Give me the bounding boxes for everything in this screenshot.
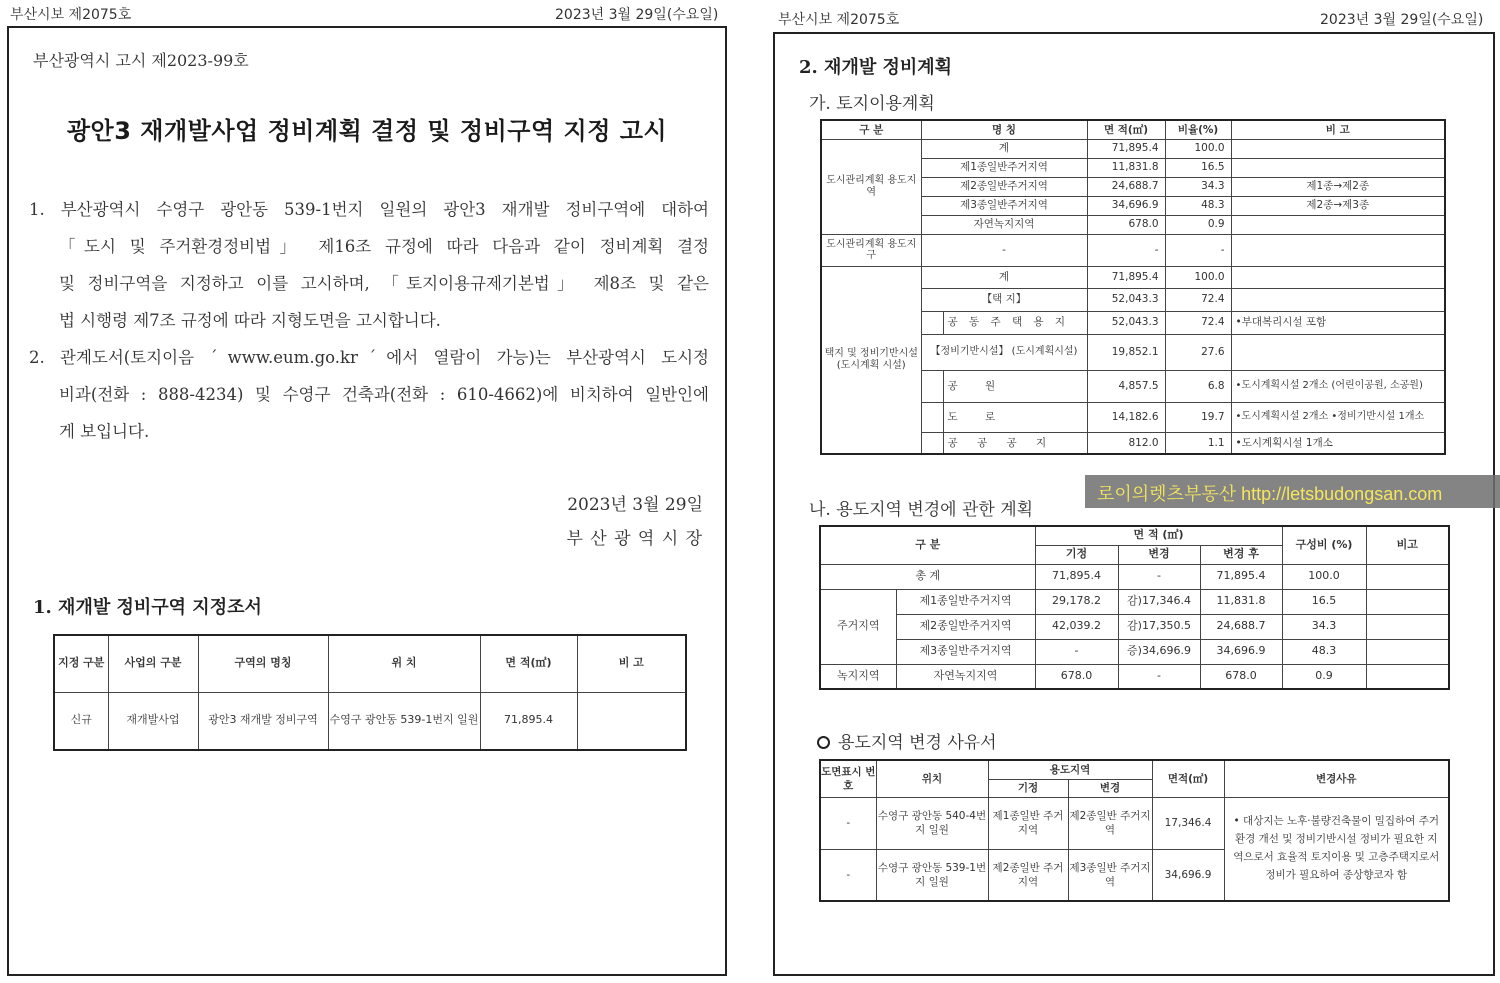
cell-ratio: 34.3 [1165, 177, 1231, 196]
notice-title: 광안3 재개발사업 정비계획 결정 및 정비구역 지정 고시 [66, 117, 668, 145]
circle-bullet-icon [817, 736, 830, 749]
cell-name: 공 동 주 택 용 지 [943, 311, 1087, 334]
col-header: 사업의 구분 [108, 635, 198, 692]
table-row [54, 692, 686, 750]
cell-area: 71,895.4 [480, 692, 577, 750]
cell-name: 제3종일반주거지역 [921, 196, 1087, 215]
cell-name: - [921, 234, 1087, 266]
cell-area: 14,182.6 [1087, 402, 1165, 432]
cell-name: 도 로 [943, 402, 1087, 432]
cell-ratio: 19.7 [1165, 402, 1231, 432]
col-header: 비 고 [577, 635, 686, 692]
col-header: 도면표시 번호 [820, 760, 876, 797]
cell-note [1231, 334, 1445, 370]
notice-paragraph-2 [29, 339, 709, 450]
col-header: 비고 [1366, 526, 1449, 564]
notice-paragraph-1 [29, 191, 709, 339]
col-header: 명 칭 [921, 120, 1087, 139]
cell-area: 19,852.1 [1087, 334, 1165, 370]
cell-name: 【택 지】 [921, 288, 1087, 311]
designation-table [53, 634, 687, 751]
col-header: 기정 [1035, 545, 1118, 564]
col-header: 위 치 [328, 635, 480, 692]
landuse-subtitle: 가. 토지이용계획 [809, 94, 935, 114]
col-header: 용도지역 [988, 760, 1152, 779]
col-header: 면적(㎡) [1152, 760, 1224, 797]
cell-name: 자연녹지지역 [921, 215, 1087, 234]
cell-ratio: 0.9 [1282, 664, 1366, 689]
cell-note: •도시계획시설 2개소 •정비기반시설 1개소 [1231, 402, 1445, 432]
cell-existing: 71,895.4 [1035, 564, 1118, 589]
cell-ratio: 0.9 [1165, 215, 1231, 234]
cell-zone: 자연녹지지역 [896, 664, 1035, 689]
watermark-text: 로이의렛츠부동산 http://letsbudongsan.com [1097, 484, 1443, 504]
watermark-banner [1085, 475, 1500, 508]
cell-name: 공 원 [943, 370, 1087, 402]
cell-area: 678.0 [1087, 215, 1165, 234]
cell-change: 감)17,346.4 [1118, 589, 1200, 614]
cell-changed-zone: 제3종일반 주거지역 [1068, 849, 1152, 901]
cell-existing: - [1035, 639, 1118, 664]
group-label-green: 녹지지역 [820, 664, 896, 689]
cell-name: 【정비기반시설】 (도시계획시설) [921, 334, 1087, 370]
cell-note [1366, 589, 1449, 614]
table-row [820, 614, 1449, 639]
cell-ratio: 1.1 [1165, 432, 1231, 454]
cell-location: 수영구 광안동 539-1번지 일원 [876, 849, 988, 901]
para1-line: 법 시행령 제7조 규정에 따라 지형도면을 고시합니다. [59, 311, 441, 330]
cell-reason: • 대상지는 노후·불량건축물이 밀집하여 주거환경 개선 및 정비기반시설 정비가 필요한 지역으로서 효율적 토지이용 및 고층주택지로서 정비가 필요하여 종상향코자 함 [1224, 797, 1449, 901]
cell-map-no: - [820, 849, 876, 901]
cell-name: 공 공 공 지 [943, 432, 1087, 454]
table-row [820, 589, 1449, 614]
reason-table [819, 759, 1450, 902]
col-header: 기정 [988, 779, 1068, 797]
cell-note [1231, 158, 1445, 177]
landuse-table [820, 119, 1446, 455]
left-header-publication: 부산시보 제2075호 [10, 7, 132, 23]
cell-zone: 제3종일반주거지역 [896, 639, 1035, 664]
para2-line: 2. 관계도서(토지이음 ˊwww.eum.go.krˊ에서 열람이 가능)는 부산광역시 도시정 [29, 348, 709, 367]
col-header: 변경 [1068, 779, 1152, 797]
cell-existing: 29,178.2 [1035, 589, 1118, 614]
landuse-header-row [821, 120, 1445, 139]
cell-area: - [1087, 234, 1165, 266]
para1-line: 1. 부산광역시 수영구 광안동 539-1번지 일원의 광안3 재개발 정비구역에 대하여 [29, 200, 709, 219]
cell-note [1231, 266, 1445, 288]
notice-number: 부산광역시 고시 제2023-99호 [33, 51, 249, 70]
cell-area: 71,895.4 [1087, 139, 1165, 158]
table-row [820, 639, 1449, 664]
cell-change: - [1118, 664, 1200, 689]
cell-zone: 제2종일반주거지역 [896, 614, 1035, 639]
cell-note [1231, 288, 1445, 311]
cell-ratio: 48.3 [1282, 639, 1366, 664]
cell-ratio: 72.4 [1165, 288, 1231, 311]
para1-line: 및 정비구역을 지정하고 이를 고시하며, 「토지이용규제기본법」 제8조 및 같은 [59, 274, 709, 293]
indent-cell [921, 402, 943, 432]
table-row [820, 564, 1449, 589]
cell-map-no: - [820, 797, 876, 849]
zone-change-subtitle: 나. 용도지역 변경에 관한 계획 [809, 500, 1034, 520]
cell-ratio: 16.5 [1165, 158, 1231, 177]
cell-note [1366, 614, 1449, 639]
notice-date: 2023년 3월 29일 [567, 495, 703, 515]
cell-existing-zone: 제1종일반 주거지역 [988, 797, 1068, 849]
col-header: 비 고 [1231, 120, 1445, 139]
cell-note [577, 692, 686, 750]
indent-cell [921, 311, 943, 334]
cell-after: 34,696.9 [1200, 639, 1282, 664]
table-row [821, 234, 1445, 266]
reason-subtitle [817, 728, 997, 753]
left-page [7, 26, 727, 976]
cell-ratio: 16.5 [1282, 589, 1366, 614]
para2-line: 게 보입니다. [59, 422, 150, 441]
cell-ratio: 100.0 [1165, 266, 1231, 288]
designation-header-row [54, 635, 686, 692]
cell-note: •도시계획시설 2개소 (어린이공원, 소공원) [1231, 370, 1445, 402]
cell-existing-zone: 제2종일반 주거지역 [988, 849, 1068, 901]
cell-name: 제1종일반주거지역 [921, 158, 1087, 177]
cell-existing: 678.0 [1035, 664, 1118, 689]
cell-area: 34,696.9 [1087, 196, 1165, 215]
cell-area: 52,043.3 [1087, 288, 1165, 311]
col-header: 비율(%) [1165, 120, 1231, 139]
cell-area: 34,696.9 [1152, 849, 1224, 901]
cell-name: 제2종일반주거지역 [921, 177, 1087, 196]
notice-issuer: 부 산 광 역 시 장 [566, 529, 703, 549]
cell-note: 제2종→제3종 [1231, 196, 1445, 215]
cell-ratio: 48.3 [1165, 196, 1231, 215]
cell-zone-name: 광안3 재개발 정비구역 [198, 692, 328, 750]
cell-ratio: 100.0 [1165, 139, 1231, 158]
col-header: 구성비 (%) [1282, 526, 1366, 564]
cell-ratio: 27.6 [1165, 334, 1231, 370]
cell-area: 17,346.4 [1152, 797, 1224, 849]
cell-note [1366, 664, 1449, 689]
cell-note: 제1종→제2종 [1231, 177, 1445, 196]
cell-changed-zone: 제2종일반 주거지역 [1068, 797, 1152, 849]
cell-name: 계 [921, 139, 1087, 158]
cell-change: 감)17,350.5 [1118, 614, 1200, 639]
reason-header-row [820, 760, 1449, 779]
cell-after: 24,688.7 [1200, 614, 1282, 639]
table-row [820, 664, 1449, 689]
cell-location: 수영구 광안동 540-4번지 일원 [876, 797, 988, 849]
table-row [820, 797, 1449, 849]
cell-area: 4,857.5 [1087, 370, 1165, 402]
col-header: 위치 [876, 760, 988, 797]
cell-change: 증)34,696.9 [1118, 639, 1200, 664]
cell-note [1231, 234, 1445, 266]
col-header: 변경 [1118, 545, 1200, 564]
cell-area: 52,043.3 [1087, 311, 1165, 334]
cell-area: 11,831.8 [1087, 158, 1165, 177]
cell-note [1231, 139, 1445, 158]
group-label-residential: 주거지역 [820, 589, 896, 664]
cell-note: •도시계획시설 1개소 [1231, 432, 1445, 454]
para2-line: 비과(전화 : 888-4234) 및 수영구 건축과(전화 : 610-4662)에 비치하여 일반인에 [59, 385, 709, 404]
table-row [821, 139, 1445, 158]
col-header: 지정 구분 [54, 635, 108, 692]
col-header: 변경사유 [1224, 760, 1449, 797]
cell-location: 수영구 광안동 539-1번지 일원 [328, 692, 480, 750]
cell-note: •부대복리시설 포함 [1231, 311, 1445, 334]
zone-change-header-row [820, 526, 1449, 545]
cell-area: 812.0 [1087, 432, 1165, 454]
right-header-publication: 부산시보 제2075호 [778, 12, 900, 28]
col-header: 면 적(㎡) [480, 635, 577, 692]
group-label-zone: 도시관리계획 용도지역 [821, 139, 921, 234]
cell-ratio: 100.0 [1282, 564, 1366, 589]
cell-after: 678.0 [1200, 664, 1282, 689]
col-header: 면 적(㎡) [1087, 120, 1165, 139]
cell-area: 71,895.4 [1087, 266, 1165, 288]
para1-line: 「도시 및 주거환경정비법」 제16조 규정에 따라 다음과 같이 정비계획 결정 [59, 237, 709, 256]
section1-title: 1. 재개발 정비구역 지정조서 [33, 597, 262, 618]
reason-subtitle-text: 용도지역 변경 사유서 [838, 733, 997, 753]
cell-note [1366, 639, 1449, 664]
cell-note [1366, 564, 1449, 589]
cell-ratio: 72.4 [1165, 311, 1231, 334]
group-label-facilities: 택지 및 정비기반시설 (도시계획 시설) [821, 266, 921, 454]
cell-zone: 제1종일반주거지역 [896, 589, 1035, 614]
cell-ratio: 34.3 [1282, 614, 1366, 639]
zone-change-table [819, 525, 1450, 690]
cell-existing: 42,039.2 [1035, 614, 1118, 639]
right-header-date: 2023년 3월 29일(수요일) [1320, 12, 1484, 28]
cell-designation-type: 신규 [54, 692, 108, 750]
cell-ratio: 6.8 [1165, 370, 1231, 402]
indent-cell [921, 432, 943, 454]
col-header: 변경 후 [1200, 545, 1282, 564]
cell-name: 계 [921, 266, 1087, 288]
col-header: 면 적 (㎡) [1035, 526, 1282, 545]
cell-area: 24,688.7 [1087, 177, 1165, 196]
cell-project-type: 재개발사업 [108, 692, 198, 750]
left-header-date: 2023년 3월 29일(수요일) [555, 7, 719, 23]
cell-change: - [1118, 564, 1200, 589]
col-header: 구 분 [820, 526, 1035, 564]
col-header: 구 분 [821, 120, 921, 139]
cell-after: 71,895.4 [1200, 564, 1282, 589]
group-label-district: 도시관리계획 용도지구 [821, 234, 921, 266]
cell-after: 11,831.8 [1200, 589, 1282, 614]
table-row [821, 266, 1445, 288]
cell-ratio: - [1165, 234, 1231, 266]
indent-cell [921, 370, 943, 402]
section2-title: 2. 재개발 정비계획 [799, 57, 953, 78]
cell-category: 총 계 [820, 564, 1035, 589]
cell-note [1231, 215, 1445, 234]
col-header: 구역의 명칭 [198, 635, 328, 692]
